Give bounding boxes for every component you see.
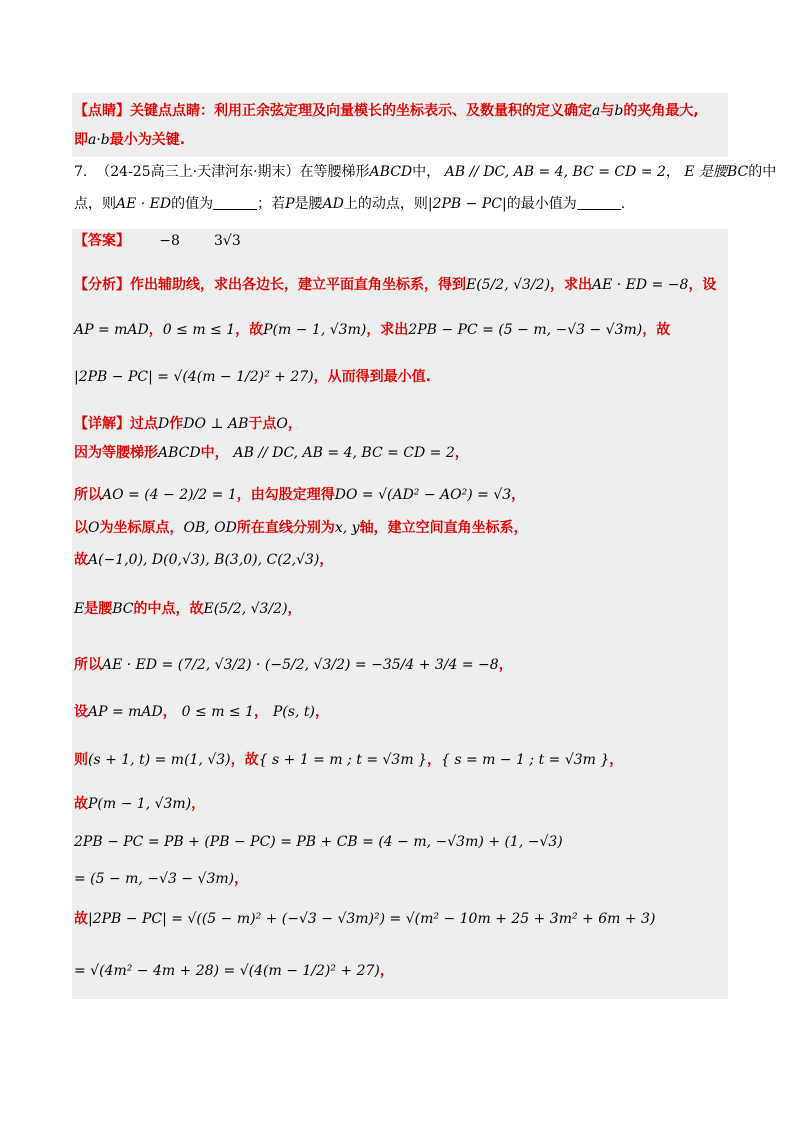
problem-number: 7. [74, 164, 88, 180]
problem-line-2: 点，则AE · ED的值为 ；若P是腰AD上的动点，则|2PB − PC|的最小值为 . [74, 196, 626, 212]
dianjing-tag: 【点睛】 [74, 103, 130, 119]
dianjing-line-2: 即a·b最小为关键. [74, 132, 186, 148]
analysis-tag: 【分析】 [74, 277, 130, 293]
answer-line [74, 232, 241, 250]
detail-tag: 【详解】 [74, 416, 130, 432]
detail-line-13: 故|2PB − PC| = √((5 − m)² + (−√3 − √3m)²) = √(m² − 10m + 25 + 3m² + 6m + 3) [74, 911, 656, 927]
detail-line-9: 则(s + 1, t) = m(1, √3)，故{ s + 1 = m ; t = √3m }，{ s = m − 1 ; t = √3m }， [74, 752, 624, 768]
answer-tag: 【答案】 [74, 233, 130, 249]
detail-line-5: 故A(−1,0), D(0,√3), B(3,0), C(2,√3)， [74, 552, 334, 568]
detail-line-2: 因为等腰梯形ABCD中， AB // DC, AB = 4, BC = CD = 2， [74, 445, 469, 461]
detail-line-6: E是腰BC的中点，故E(5/2, √3/2)， [74, 601, 302, 617]
detail-line-1: 【详解】过点D作DO ⊥ AB于点O， [74, 416, 302, 432]
analysis-line-2: AP = mAD，0 ≤ m ≤ 1，故P(m − 1, √3m)，求出2PB − PC = (5 − m, −√3 − √3m)，故 [74, 322, 671, 338]
answer-value-2: 3√3 [214, 233, 241, 249]
detail-line-12: = (5 − m, −√3 − √3m)， [74, 871, 249, 887]
answer-blank-2[interactable] [577, 195, 621, 210]
analysis-line-3: |2PB − PC| = √(4(m − 1/2)² + 27)，从而得到最小值. [74, 369, 431, 385]
problem-line-1: 7. （24-25高三上·天津河东·期末）在等腰梯形ABCD中， AB // DC, AB = 4, BC = CD = 2， E 是腰BC的中 [74, 164, 777, 180]
detail-line-11: 2PB − PC = PB + (PB − PC) = PB + CB = (4 − m, −√3m) + (1, −√3) [74, 834, 563, 850]
analysis-line-1: 【分析】作出辅助线，求出各边长，建立平面直角坐标系，得到E(5/2, √3/2)，求出AE · ED = −8，设 [74, 277, 717, 293]
detail-line-14: = √(4m² − 4m + 28) = √(4(m − 1/2)² + 27)， [74, 963, 394, 979]
detail-line-10: 故P(m − 1, √3m)， [74, 796, 206, 812]
dianjing-line-1: 【点睛】关键点点睛：利用正余弦定理及向量模长的坐标表示、及数量积的定义确定a与b的夹角最大, [74, 103, 699, 119]
answer-value-1: −8 [159, 233, 180, 249]
detail-line-4: 以O为坐标原点，OB, OD所在直线分别为x, y轴，建立空间直角坐标系， [74, 520, 528, 536]
detail-line-7: 所以AE · ED = (7/2, √3/2) · (−5/2, √3/2) = −35/4 + 3/4 = −8， [74, 657, 513, 673]
answer-blank-1[interactable] [213, 195, 257, 210]
detail-line-3: 所以AO = (4 − 2)/2 = 1，由勾股定理得DO = √(AD² − AO²) = √3， [74, 487, 526, 503]
detail-line-8: 设AP = mAD， 0 ≤ m ≤ 1， P(s, t)， [74, 704, 329, 720]
